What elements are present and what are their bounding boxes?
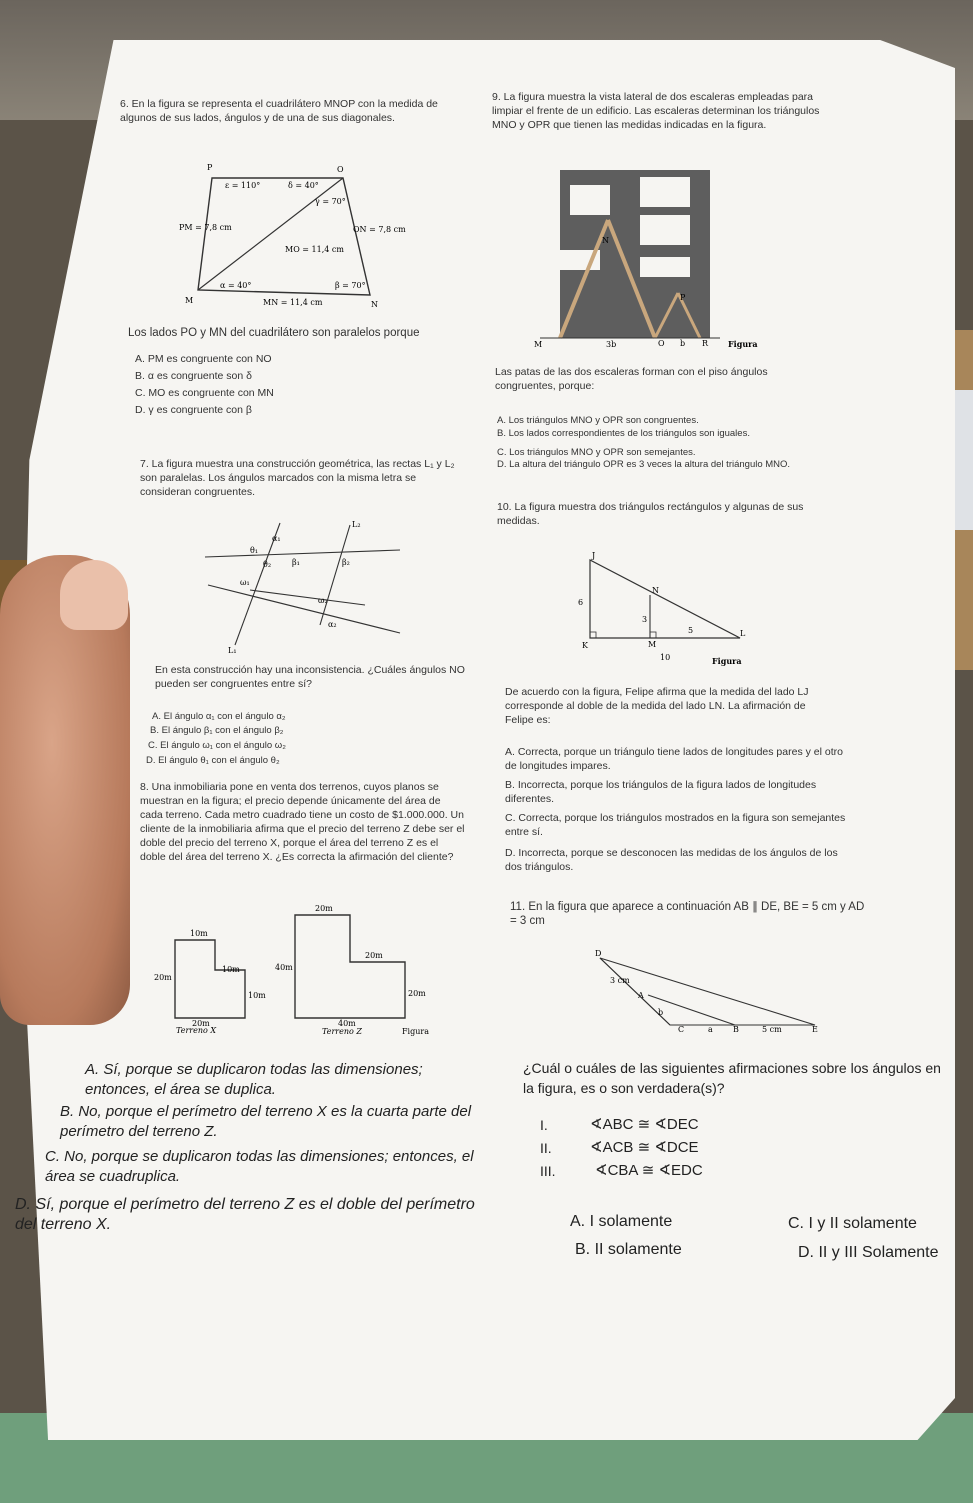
q6-option-a[interactable]: A. PM es congruente con NO	[135, 353, 272, 365]
q10-label-n: N	[652, 586, 659, 595]
q10-figure-label: Figura	[712, 656, 742, 666]
q8-x-name: Terreno X	[176, 1026, 217, 1035]
q8-x-right: 10m	[248, 991, 266, 1000]
q8-option-a[interactable]: A. Sí, porque se duplicaron todas las dimensiones; entonces, el área se duplica.	[85, 1061, 423, 1098]
thumb-nail	[60, 560, 128, 630]
q11-statement-3-num: III.	[540, 1163, 556, 1179]
q7-question: En esta construcción hay una inconsistencia. ¿Cuáles ángulos NO pueden ser congruentes entre sí?	[155, 664, 465, 690]
q7-label-t2: θ₂	[263, 560, 272, 569]
q8-z-name: Terreno Z	[322, 1027, 362, 1036]
q11-stem: 11. En la figura que aparece a continuación AB ∥ DE, BE = 5 cm y AD = 3 cm	[510, 901, 865, 927]
q6-label-eps: ε = 110°	[225, 181, 261, 190]
q6-option-c[interactable]: C. MO es congruente con MN	[135, 387, 274, 399]
q9-label-b: b	[680, 339, 686, 348]
q11-question: ¿Cuál o cuáles de las siguientes afirmaciones sobre los ángulos en la figura, es o son verdadera(s)?	[523, 1060, 941, 1096]
q7-stem: 7. La figura muestra una construcción geométrica, las rectas L₁ y L₂ son paralelas. Los ángulos marcados con la misma letra se consideran congruentes.	[140, 458, 455, 498]
q11-option-c[interactable]: C. I y II solamente	[788, 1215, 917, 1232]
q10-label-10: 10	[660, 653, 671, 662]
q11-statement-3: ∢CBA ≅ ∢EDC	[595, 1162, 703, 1179]
q11-label-3cm: 3 cm	[610, 976, 630, 985]
q8-z-top: 20m	[315, 904, 333, 913]
q6-quadrilateral-figure	[175, 160, 405, 310]
q10-option-c[interactable]: C. Correcta, porque los triángulos mostrados en la figura son semejantes entre sí.	[505, 812, 846, 838]
q8-z-mid: 20m	[365, 951, 383, 960]
q8-figure-label: Figura	[402, 1027, 429, 1036]
q8-x-top: 10m	[190, 929, 208, 938]
q7-option-d[interactable]: D. El ángulo θ₁ con el ángulo θ₂	[146, 755, 280, 766]
q8-stem: 8. Una inmobiliaria pone en venta dos terrenos, cuyos planos se muestran en la figura; el precio depende únicamente del área de cada terreno. Cada metro cuadrado tiene un costo de $1.000.000. Un cliente de la inmobiliaria afirma que el precio del terreno Z debe ser el doble del precio del terreno X, porque el área del terreno Z es el doble del área del terreno X. ¿Es correcta la afirmación del cliente?	[140, 781, 465, 863]
q10-triangles-figure	[560, 550, 770, 670]
q11-statement-2: ∢ACB ≅ ∢DCE	[590, 1139, 699, 1156]
q11-option-a[interactable]: A. I solamente	[570, 1213, 673, 1230]
q9-stem: 9. La figura muestra la vista lateral de dos escaleras empleadas para limpiar el frente de un edificio. Las escaleras determinan los triángulos MNO y OPR que tienen las medidas indicadas en la figura.	[492, 91, 820, 131]
q11-label-a2: a	[708, 1025, 713, 1034]
q9-figure-label: Figura	[728, 339, 758, 349]
q7-label-a2: α₂	[328, 620, 337, 629]
q10-label-l: L	[740, 629, 746, 638]
q9-label-o: O	[658, 339, 665, 348]
q10-label-m: M	[648, 640, 657, 649]
q6-label-on: ON = 7,8 cm	[353, 225, 406, 234]
q8-option-c[interactable]: C. No, porque se duplicaron todas las dimensiones; entonces, el área se cuadruplica.	[45, 1148, 474, 1185]
q6-label-n: N	[371, 300, 378, 309]
q7-label-b2: β₂	[342, 558, 350, 567]
q8-terrenos-figure	[150, 900, 440, 1050]
q10-stem: 10. La figura muestra dos triángulos rectángulos y algunas de sus medidas.	[497, 501, 804, 527]
q10-option-a[interactable]: A. Correcta, porque un triángulo tiene lados de longitudes pares y el otro de longitudes impares.	[505, 746, 843, 772]
q8-option-d[interactable]: D. Sí, porque el perímetro del terreno Z es el doble del perímetro del terreno X.	[15, 1196, 475, 1233]
q6-label-delta: δ = 40°	[288, 181, 319, 190]
q7-option-c[interactable]: C. El ángulo ω₁ con el ángulo ω₂	[148, 740, 286, 751]
q11-label-d: D	[595, 949, 602, 958]
q6-label-gamma: γ = 70°	[315, 197, 346, 206]
q7-construction-figure	[200, 515, 410, 655]
q10-question: De acuerdo con la figura, Felipe afirma que la medida del lado LJ corresponde al doble de la medida del lado LN. La afirmación de Felipe es:	[505, 686, 809, 726]
q9-label-n: N	[602, 236, 609, 245]
q9-option-a[interactable]: A. Los triángulos MNO y OPR son congruentes.	[497, 415, 699, 426]
q10-label-5: 5	[688, 626, 694, 635]
q9-label-r: R	[702, 339, 709, 348]
q7-option-b[interactable]: B. El ángulo β₁ con el ángulo β₂	[150, 725, 284, 736]
q11-statement-2-num: II.	[540, 1140, 552, 1156]
q7-label-t1: θ₁	[250, 546, 259, 555]
q11-option-b[interactable]: B. II solamente	[575, 1241, 682, 1258]
q7-label-b1: β₁	[292, 558, 300, 567]
q11-option-d[interactable]: D. II y III Solamente	[798, 1244, 939, 1261]
q8-x-left: 20m	[154, 973, 172, 982]
q9-label-3b: 3b	[606, 340, 617, 349]
q9-option-c[interactable]: C. Los triángulos MNO y OPR son semejantes.	[497, 447, 696, 458]
q8-x-bottom: 20m	[192, 1019, 210, 1028]
q10-label-j: J	[592, 551, 596, 560]
q11-label-c: C	[678, 1025, 685, 1034]
q9-ladders-figure	[530, 165, 760, 355]
q8-z-bottom: 40m	[338, 1019, 356, 1028]
q6-option-d[interactable]: D. γ es congruente con β	[135, 404, 252, 416]
q8-z-left: 40m	[275, 963, 293, 972]
q7-label-l1: L₁	[228, 646, 237, 655]
q7-label-a1: α₁	[272, 534, 281, 543]
q6-stem: 6. En la figura se representa el cuadrilátero MNOP con la medida de algunos de sus lados, ángulos y de una de sus diagonales.	[120, 98, 438, 124]
q11-statement-1: ∢ABC ≅ ∢DEC	[590, 1116, 699, 1133]
q10-label-3: 3	[642, 615, 648, 624]
q11-label-a: A	[638, 991, 644, 1000]
q7-label-l2: L₂	[352, 520, 361, 529]
q6-label-o: O	[337, 165, 344, 174]
q9-option-b[interactable]: B. Los lados correspondientes de los triángulos son iguales.	[497, 428, 750, 439]
q6-label-beta: β = 70°	[335, 281, 366, 290]
q6-question: Los lados PO y MN del cuadrilátero son paralelos porque	[128, 327, 420, 339]
q11-triangles-figure	[590, 950, 830, 1035]
q7-label-w1: ω₁	[240, 578, 250, 587]
q6-label-mn: MN = 11,4 cm	[263, 298, 323, 307]
q9-label-p: P	[680, 293, 686, 302]
q6-option-b[interactable]: B. α es congruente son δ	[135, 370, 252, 382]
q10-option-b[interactable]: B. Incorrecta, porque los triángulos de la figura lados de longitudes diferentes.	[505, 779, 817, 805]
q6-label-mo: MO = 11,4 cm	[285, 245, 344, 254]
q6-label-m: M	[185, 296, 194, 305]
q9-option-d[interactable]: D. La altura del triángulo OPR es 3 veces la altura del triángulo MNO.	[497, 459, 791, 470]
q9-label-m: M	[534, 340, 543, 349]
q7-label-w2: ω₂	[318, 596, 328, 605]
q10-label-6: 6	[578, 598, 584, 607]
q6-label-p: P	[207, 163, 213, 172]
q10-label-k: K	[582, 641, 588, 650]
q11-label-e: E	[812, 1025, 818, 1034]
q11-label-b: b	[658, 1008, 664, 1017]
q8-z-right: 20m	[408, 989, 426, 998]
q9-question: Las patas de las dos escaleras forman con el piso ángulos congruentes, porque:	[495, 366, 768, 392]
q6-label-alpha: α = 40°	[220, 281, 252, 290]
q11-statement-1-num: I.	[540, 1117, 548, 1133]
q10-option-d[interactable]: D. Incorrecta, porque se desconocen las medidas de los ángulos de los dos triángulos.	[505, 847, 838, 873]
q11-label-bb: B	[733, 1025, 739, 1034]
q11-label-5cm: 5 cm	[762, 1025, 782, 1034]
q7-option-a[interactable]: A. El ángulo α₁ con el ángulo α₂	[152, 711, 286, 722]
q8-option-b[interactable]: B. No, porque el perímetro del terreno X es la cuarta parte del perímetro del terreno Z.	[60, 1103, 472, 1140]
q8-x-mid: 10m	[222, 965, 240, 974]
q6-label-pm: PM = 7,8 cm	[179, 223, 232, 232]
